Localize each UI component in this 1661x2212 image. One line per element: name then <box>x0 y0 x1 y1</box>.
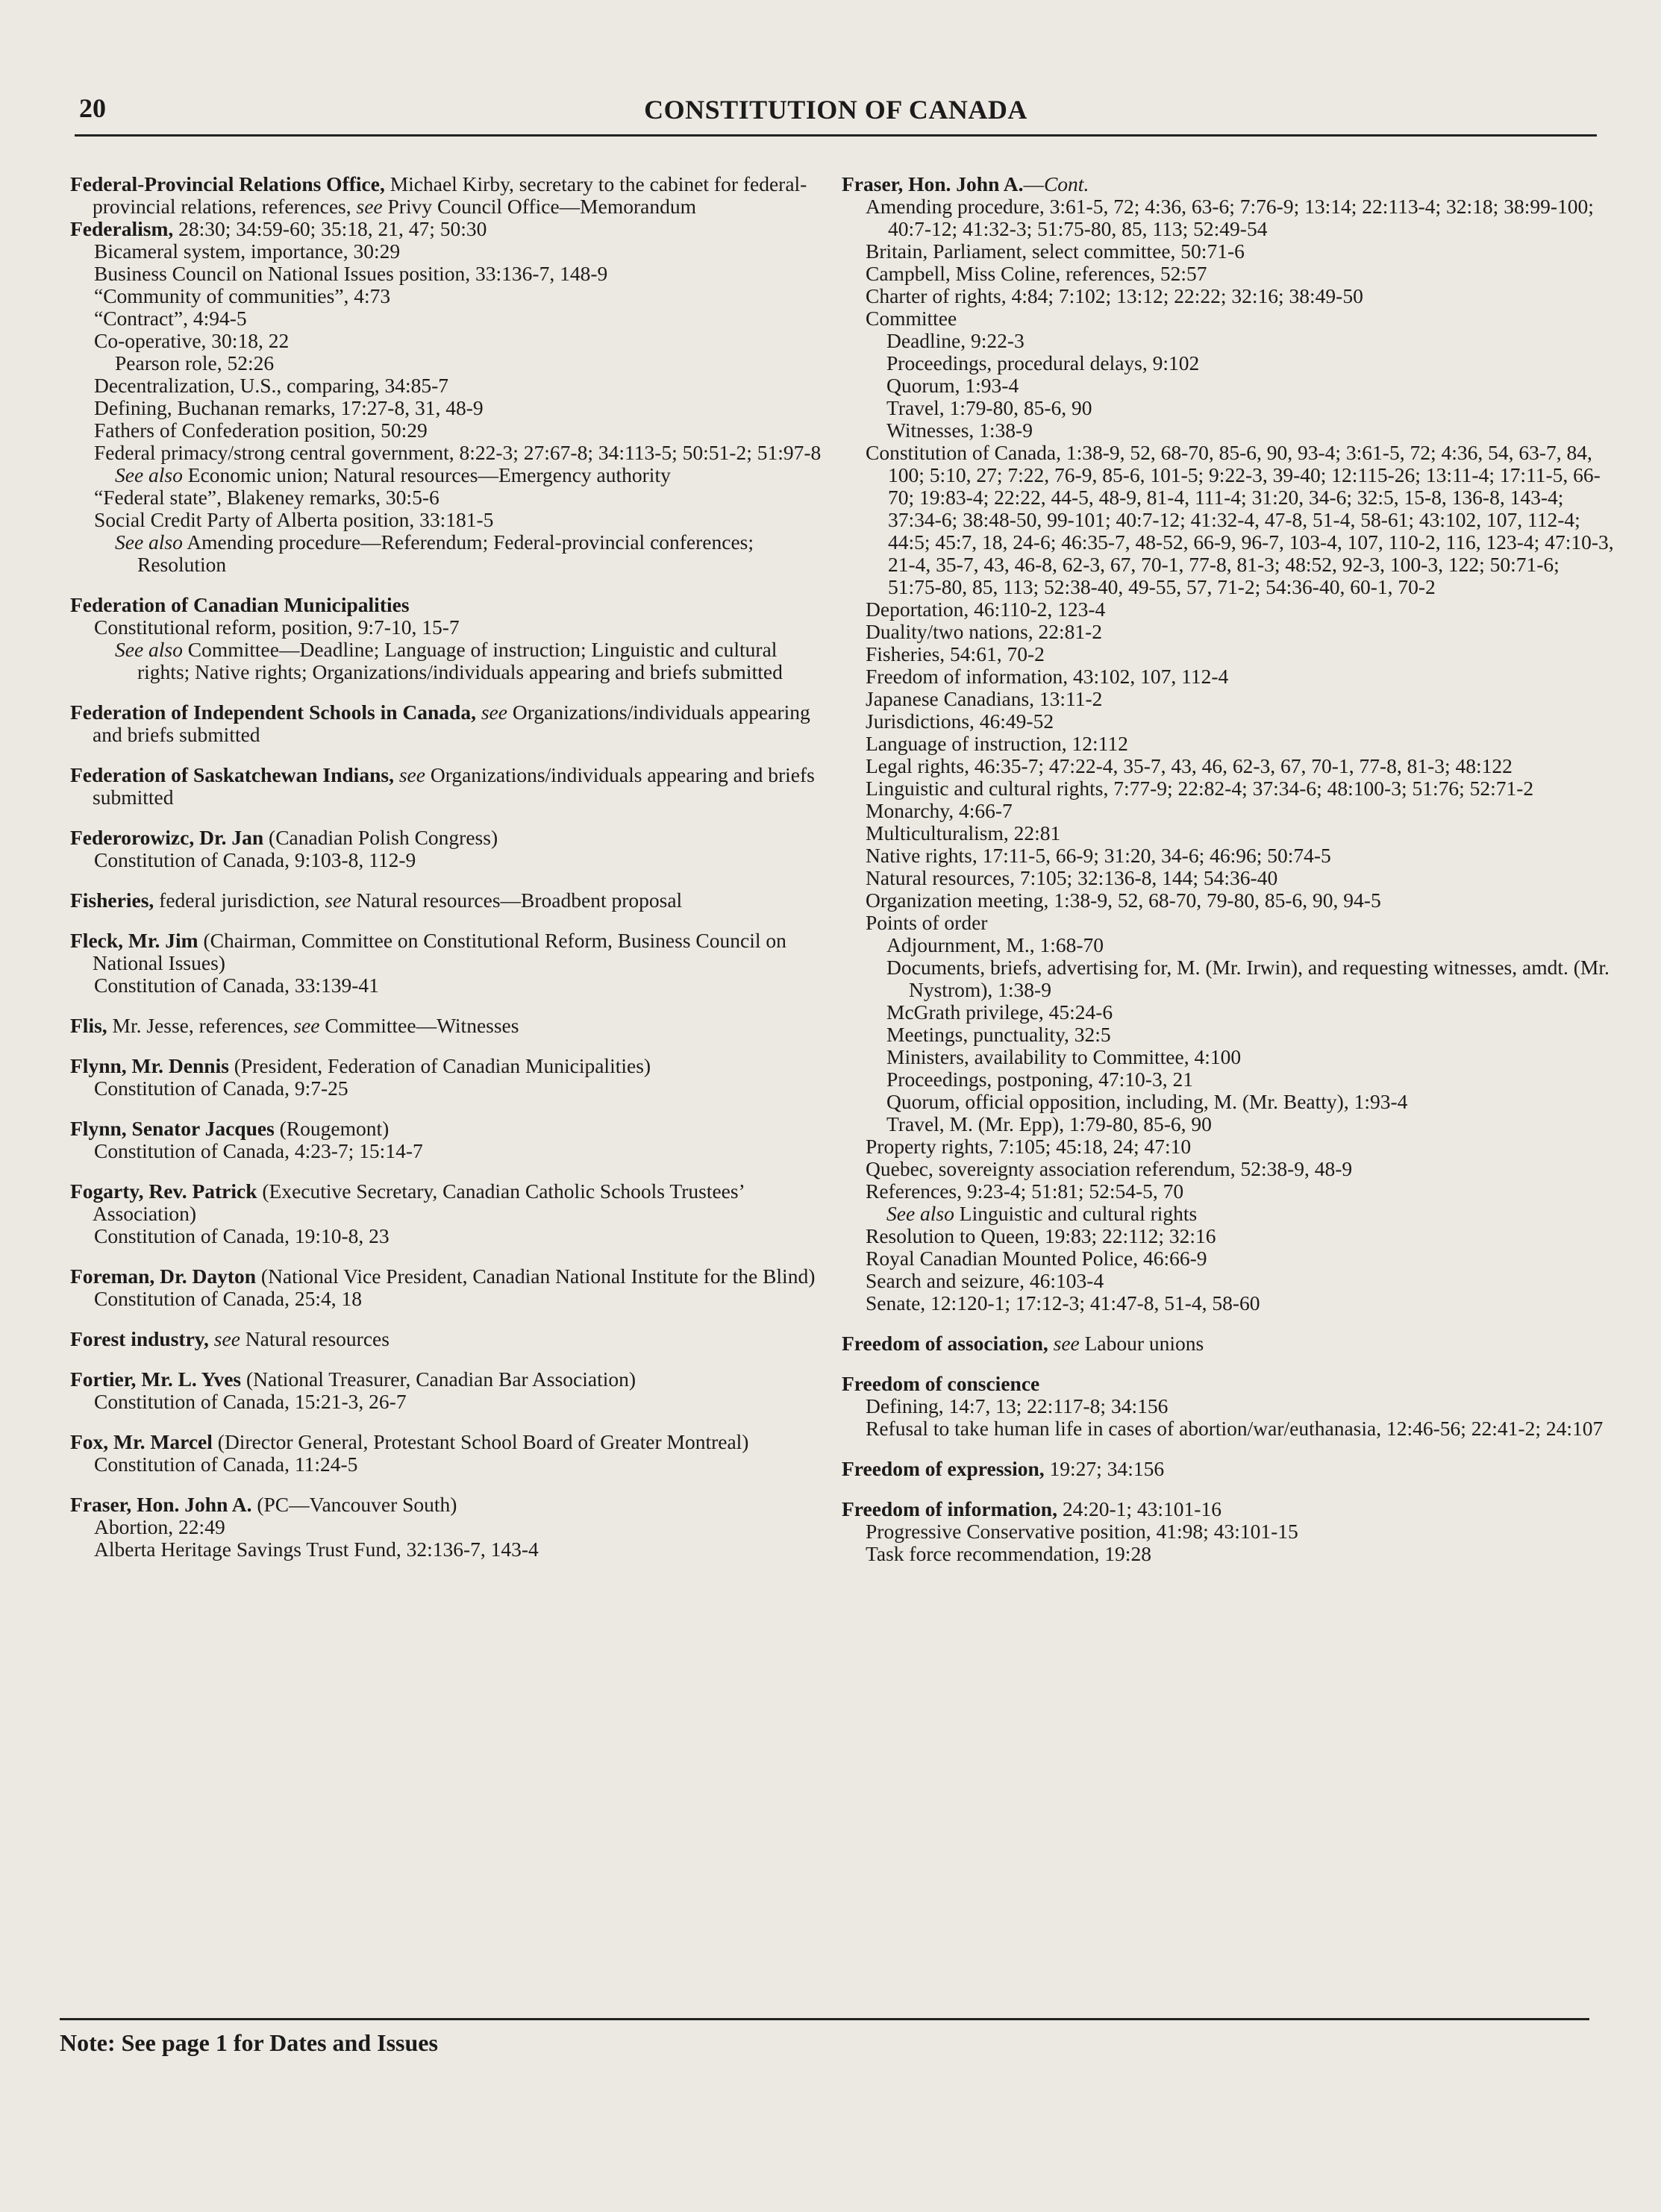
subentry-text: “Federal state”, Blakeney remarks, 30:5-6 <box>94 486 440 509</box>
index-subsubentry <box>842 1091 1615 1113</box>
subentry-text: Fisheries, 54:61, 70-2 <box>866 642 1045 665</box>
index-entry-heading <box>70 764 824 809</box>
index-subentry <box>70 307 824 330</box>
entry-text: (Canadian Polish Congress) <box>263 826 498 849</box>
index-subentry <box>70 1288 824 1310</box>
entry-text: (National Vice President, Canadian National Institute for the Blind) <box>256 1265 816 1288</box>
index-subentry <box>842 1417 1615 1440</box>
index-entry-heading <box>70 1180 824 1225</box>
index-subentry <box>70 1077 824 1100</box>
entry-text: Natural resources—Broadbent proposal <box>351 889 683 912</box>
see-reference: see <box>398 763 425 786</box>
entry-term: Fogarty, Rev. Patrick <box>70 1179 257 1203</box>
subentry-text: Senate, 12:120-1; 17:12-3; 41:47-8, 51-4, 58-60 <box>866 1291 1260 1315</box>
index-subsubentry <box>842 1046 1615 1068</box>
see-reference: see <box>356 195 383 218</box>
entry-text: Labour unions <box>1079 1332 1204 1355</box>
index-subentry <box>842 1225 1615 1247</box>
index-subentry <box>842 889 1615 912</box>
entry-term: Federation of Canadian Municipalities <box>70 593 410 616</box>
entry-term: Federorowizc, Dr. Jan <box>70 826 264 849</box>
index-subentry <box>842 442 1615 598</box>
see-also-text: Amending procedure—Referendum; Federal-provincial conferences; Resolution <box>137 530 754 576</box>
index-subentry <box>70 974 824 997</box>
subentry-text: Bicameral system, importance, 30:29 <box>94 239 401 263</box>
index-subentry <box>842 1158 1615 1180</box>
see-also-label: See also <box>115 463 183 486</box>
index-subentry <box>70 397 824 419</box>
subentry-text: Co-operative, 30:18, 22 <box>94 329 290 352</box>
index-subentry <box>70 240 824 263</box>
subentry-text: Progressive Conservative position, 41:98; 43:101-15 <box>866 1520 1298 1543</box>
index-subsubentry <box>842 419 1615 442</box>
see-reference: see <box>481 701 507 724</box>
index-subentry <box>842 285 1615 307</box>
index-subsubentry <box>70 352 824 375</box>
index-entry-heading <box>70 701 824 746</box>
entry-term: Federal-Provincial Relations Office, <box>70 172 385 195</box>
entry-text <box>476 701 481 724</box>
subentry-text: Constitution of Canada, 25:4, 18 <box>94 1287 363 1310</box>
page-header <box>75 88 1597 137</box>
subentry-text: Native rights, 17:11-5, 66-9; 31:20, 34-6; 46:96; 50:74-5 <box>866 844 1331 867</box>
entry-text <box>209 1327 214 1350</box>
index-subentry <box>70 616 824 639</box>
index-subentry <box>842 733 1615 755</box>
page-title: CONSTITUTION OF CANADA <box>644 95 1027 125</box>
index-subentry <box>842 1247 1615 1270</box>
index-subsubentry <box>842 375 1615 397</box>
entry-text: Organizations/individuals appearing and briefs submitted <box>93 701 810 746</box>
subsubentry-text: Quorum, official opposition, including, M. (Mr. Beatty), 1:93-4 <box>886 1090 1408 1113</box>
index-entry-heading <box>842 173 1615 195</box>
index-column-left <box>70 173 824 1561</box>
entry-term: Freedom of association, <box>842 1332 1048 1355</box>
index-subentry <box>842 822 1615 845</box>
subentry-text: Linguistic and cultural rights, 7:77-9; 22:82-4; 37:34-6; 48:100-3; 51:76; 52:71-2 <box>866 777 1534 800</box>
index-subentry <box>842 1543 1615 1565</box>
entry-term: Federation of Independent Schools in Canada, <box>70 701 476 724</box>
entry-text: — <box>1023 172 1044 195</box>
index-column-right <box>842 173 1615 1565</box>
subentry-text: Task force recommendation, 19:28 <box>866 1542 1151 1565</box>
subsubentry-text: Documents, briefs, advertising for, M. (Mr. Irwin), and requesting witnesses, amdt. (Mr. Nystrom), 1:38-9 <box>886 956 1610 1001</box>
entry-term: Freedom of expression, <box>842 1457 1045 1480</box>
subentry-text: Fathers of Confederation position, 50:29 <box>94 419 428 442</box>
index-subentry <box>70 1453 824 1476</box>
index-subentry <box>70 486 824 509</box>
see-also-text: Economic union; Natural resources—Emergency authority <box>182 463 671 486</box>
page-number: 20 <box>79 93 106 123</box>
index-subentry <box>70 419 824 442</box>
subsubentry-text: Pearson role, 52:26 <box>115 351 275 375</box>
subentry-text: Constitution of Canada, 4:23-7; 15:14-7 <box>94 1139 423 1162</box>
subentry-text: Federal primacy/strong central government, 8:22-3; 27:67-8; 34:113-5; 50:51-2; 51:97-8 <box>94 441 822 464</box>
subentry-text: Points of order <box>866 911 988 934</box>
index-entry-heading <box>70 1328 824 1350</box>
index-subentry <box>70 263 824 285</box>
subentry-text: Britain, Parliament, select committee, 50:71-6 <box>866 239 1245 263</box>
page-footer <box>60 2018 1589 2056</box>
subentry-text: Search and seizure, 46:103-4 <box>866 1269 1104 1292</box>
entry-text <box>394 763 399 786</box>
subsubentry-text: Proceedings, procedural delays, 9:102 <box>886 351 1200 375</box>
subentry-text: Defining, 14:7, 13; 22:117-8; 34:156 <box>866 1394 1169 1417</box>
entry-text: (Chairman, Committee on Constitutional Reform, Business Council on National Issues) <box>93 929 786 974</box>
index-entry-heading <box>70 1055 824 1077</box>
index-subentry <box>842 665 1615 688</box>
see-also-text: Linguistic and cultural rights <box>954 1202 1198 1225</box>
subsubentry-text: Proceedings, postponing, 47:10-3, 21 <box>886 1068 1193 1091</box>
subentry-text: References, 9:23-4; 51:81; 52:54-5, 70 <box>866 1179 1184 1203</box>
index-subentry <box>842 307 1615 330</box>
index-entry-heading <box>842 1373 1615 1395</box>
index-subsubentry <box>842 1068 1615 1091</box>
index-subentry <box>842 912 1615 934</box>
subentry-text: Duality/two nations, 22:81-2 <box>866 620 1102 643</box>
subsubentry-text: McGrath privilege, 45:24-6 <box>886 1000 1113 1024</box>
subentry-text: Quebec, sovereignty association referendum, 52:38-9, 48-9 <box>866 1157 1353 1180</box>
index-subentry <box>842 598 1615 621</box>
entry-term: Flis, <box>70 1014 107 1037</box>
index-entry-heading <box>70 930 824 974</box>
entry-text: (Director General, Protestant School Board of Greater Montreal) <box>212 1430 749 1453</box>
entry-text: 28:30; 34:59-60; 35:18, 21, 47; 50:30 <box>173 217 487 240</box>
see-reference: see <box>325 889 351 912</box>
entry-cont-label: Cont. <box>1043 172 1089 195</box>
subentry-text: Constitution of Canada, 1:38-9, 52, 68-70, 85-6, 90, 93-4; 3:61-5, 72; 4:36, 54, 63-7, 84, 100; 5:10, 27; 7:22, 76-9, 85-6, 101-5; 9:22-3, 39-40; 12:115-26; 13:11-4; 17:11-5, 66-70; 19:83-4; 22:22, 44-5, 48-9, 81-4, 111-4; 31:20, 34-6; 32:5, 15-8, 136-8, 143-4; 37:34-6; 38:48-50, 99-101; 40:7-12; 41:32-4, 47-8, 51-4, 58-61; 43:102, 107, 112-4; 44:5; 45:7, 18, 24-6; 46:35-7, 48-52, 66-9, 96-7, 103-4, 107, 110-2, 116, 123-4; 47:10-3, 21-4, 35-7, 43, 46-8, 62-3, 67, 70-1, 77-8, 81-3; 48:52, 92-3, 100-3, 122; 50:71-6; 51:75-80, 85, 113; 52:38-40, 49-55, 57, 71-2; 54:36-40, 60-1, 70-2 <box>866 441 1614 598</box>
index-subentry <box>842 1270 1615 1292</box>
entry-term: Fraser, Hon. John A. <box>70 1493 252 1516</box>
index-subentry <box>842 755 1615 777</box>
index-entry-heading <box>70 1494 824 1516</box>
index-subsubentry <box>842 1113 1615 1135</box>
subentry-text: Monarchy, 4:66-7 <box>866 799 1013 822</box>
subentry-text: Property rights, 7:105; 45:18, 24; 47:10 <box>866 1135 1192 1158</box>
subentry-text: “Community of communities”, 4:73 <box>94 284 391 307</box>
subentry-text: Royal Canadian Mounted Police, 46:66-9 <box>866 1247 1207 1270</box>
entry-text: Michael Kirby, secretary to the cabinet for federal-provincial relations, references, <box>93 172 807 218</box>
entry-text: federal jurisdiction, <box>154 889 325 912</box>
subentry-text: Legal rights, 46:35-7; 47:22-4, 35-7, 43, 46, 62-3, 67, 70-1, 77-8, 81-3; 48:122 <box>866 754 1513 777</box>
see-also-label: See also <box>115 638 183 661</box>
subentry-text: Constitution of Canada, 11:24-5 <box>94 1453 358 1476</box>
subentry-text: Natural resources, 7:105; 32:136-8, 144; 54:36-40 <box>866 866 1278 889</box>
index-subentry <box>70 375 824 397</box>
subentry-text: Constitution of Canada, 9:7-25 <box>94 1077 348 1100</box>
index-subentry <box>842 643 1615 665</box>
entry-text: 19:27; 34:156 <box>1044 1457 1165 1480</box>
subentry-text: Multiculturalism, 22:81 <box>866 821 1061 845</box>
index-subsubentry <box>842 1024 1615 1046</box>
entry-term: Foreman, Dr. Dayton <box>70 1265 257 1288</box>
index-subentry <box>842 240 1615 263</box>
subentry-text: Jurisdictions, 46:49-52 <box>866 709 1054 733</box>
entry-term: Federation of Saskatchewan Indians, <box>70 763 394 786</box>
subentry-text: Organization meeting, 1:38-9, 52, 68-70, 79-80, 85-6, 90, 94-5 <box>866 889 1381 912</box>
index-entry-heading <box>70 1015 824 1037</box>
index-subentry <box>842 621 1615 643</box>
index-subentry <box>70 330 824 352</box>
entry-term: Freedom of information, <box>842 1497 1057 1520</box>
index-subentry <box>842 867 1615 889</box>
index-see-also <box>70 639 824 683</box>
subentry-text: Charter of rights, 4:84; 7:102; 13:12; 22:22; 32:16; 38:49-50 <box>866 284 1363 307</box>
index-entry-heading <box>70 1118 824 1140</box>
index-subentry <box>70 1516 824 1538</box>
see-reference: see <box>293 1014 320 1037</box>
subentry-text: Freedom of information, 43:102, 107, 112-4 <box>866 665 1229 688</box>
index-subentry <box>842 1520 1615 1543</box>
subentry-text: Japanese Canadians, 13:11-2 <box>866 687 1103 710</box>
index-subsubentry <box>842 956 1615 1001</box>
index-subentry <box>842 1180 1615 1203</box>
subentry-text: Abortion, 22:49 <box>94 1515 225 1538</box>
subentry-text: Constitution of Canada, 33:139-41 <box>94 974 379 997</box>
subentry-text: Alberta Heritage Savings Trust Fund, 32:136-7, 143-4 <box>94 1538 539 1561</box>
index-subentry <box>842 195 1615 240</box>
entry-text: (PC—Vancouver South) <box>251 1493 457 1516</box>
entry-text: 24:20-1; 43:101-16 <box>1057 1497 1221 1520</box>
index-entry-heading <box>70 827 824 849</box>
index-subsubentry <box>842 330 1615 352</box>
index-subentry <box>842 688 1615 710</box>
index-entry-heading <box>842 1458 1615 1480</box>
see-also-label: See also <box>886 1202 954 1225</box>
index-entry-heading <box>842 1498 1615 1520</box>
entry-term: Federalism, <box>70 217 174 240</box>
entry-text <box>1048 1332 1054 1355</box>
entry-term: Flynn, Mr. Dennis <box>70 1054 229 1077</box>
subentry-text: Constitution of Canada, 15:21-3, 26-7 <box>94 1390 407 1413</box>
subentry-text: Language of instruction, 12:112 <box>866 732 1128 755</box>
index-subentry <box>70 1538 824 1561</box>
index-subentry <box>70 285 824 307</box>
see-also-text: Committee—Deadline; Language of instruction; Linguistic and cultural rights; Native rights; Organizations/individuals appearing and briefs submitted <box>137 638 783 683</box>
subentry-text: Resolution to Queen, 19:83; 22:112; 32:16 <box>866 1224 1216 1247</box>
subsubentry-text: Deadline, 9:22-3 <box>886 329 1025 352</box>
subentry-text: Constitution of Canada, 9:103-8, 112-9 <box>94 848 416 871</box>
see-also-label: See also <box>115 530 183 554</box>
index-subentry <box>70 509 824 531</box>
index-subsubentry <box>842 934 1615 956</box>
entry-text: (National Treasurer, Canadian Bar Association) <box>241 1367 636 1391</box>
entry-text: Mr. Jesse, references, <box>107 1014 294 1037</box>
see-reference: see <box>213 1327 240 1350</box>
subentry-text: Constitutional reform, position, 9:7-10, 15-7 <box>94 615 460 639</box>
entry-text: Committee—Witnesses <box>319 1014 519 1037</box>
entry-term: Fraser, Hon. John A. <box>842 172 1024 195</box>
index-subentry <box>70 1225 824 1247</box>
entry-term: Fisheries, <box>70 889 154 912</box>
entry-text: Natural resources <box>240 1327 390 1350</box>
subsubentry-text: Witnesses, 1:38-9 <box>886 419 1033 442</box>
index-subentry <box>842 845 1615 867</box>
subentry-text: Social Credit Party of Alberta position, 33:181-5 <box>94 508 494 531</box>
index-entry-heading <box>70 218 824 240</box>
entry-text: Organizations/individuals appearing and briefs submitted <box>93 763 815 809</box>
index-see-also <box>842 1203 1615 1225</box>
subentry-text: Committee <box>866 307 957 330</box>
index-entry-heading <box>70 594 824 616</box>
index-subentry <box>842 263 1615 285</box>
index-subentry <box>70 442 824 464</box>
index-subentry <box>842 777 1615 800</box>
subentry-text: Campbell, Miss Coline, references, 52:57 <box>866 262 1207 285</box>
index-subentry <box>70 849 824 871</box>
entry-text: (President, Federation of Canadian Municipalities) <box>228 1054 651 1077</box>
footer-note: Note: See page 1 for Dates and Issues <box>60 2029 438 2056</box>
entry-term: Fox, Mr. Marcel <box>70 1430 213 1453</box>
subsubentry-text: Meetings, punctuality, 32:5 <box>886 1023 1111 1046</box>
index-entry-heading <box>70 1265 824 1288</box>
entry-term: Flynn, Senator Jacques <box>70 1117 275 1140</box>
index-entry-heading <box>70 173 824 218</box>
subentry-text: “Contract”, 4:94-5 <box>94 307 247 330</box>
entry-term: Fleck, Mr. Jim <box>70 929 198 952</box>
subsubentry-text: Travel, 1:79-80, 85-6, 90 <box>886 396 1092 419</box>
index-subentry <box>70 1391 824 1413</box>
subsubentry-text: Ministers, availability to Committee, 4:100 <box>886 1045 1242 1068</box>
index-entry-heading <box>842 1332 1615 1355</box>
subentry-text: Business Council on National Issues position, 33:136-7, 148-9 <box>94 262 608 285</box>
subentry-text: Refusal to take human life in cases of abortion/war/euthanasia, 12:46-56; 22:41-2; 24:107 <box>866 1417 1604 1440</box>
subsubentry-text: Travel, M. (Mr. Epp), 1:79-80, 85-6, 90 <box>886 1112 1212 1135</box>
index-entry-heading <box>70 1431 824 1453</box>
index-entry-heading <box>70 889 824 912</box>
index-subentry <box>842 800 1615 822</box>
entry-text: Privy Council Office—Memorandum <box>382 195 696 218</box>
entry-term: Forest industry, <box>70 1327 209 1350</box>
subentry-text: Constitution of Canada, 19:10-8, 23 <box>94 1224 390 1247</box>
index-subentry <box>842 1395 1615 1417</box>
index-subentry <box>842 1292 1615 1315</box>
index-entry-heading <box>70 1368 824 1391</box>
index-subsubentry <box>842 352 1615 375</box>
subentry-text: Amending procedure, 3:61-5, 72; 4:36, 63-6; 7:76-9; 13:14; 22:113-4; 32:18; 38:99-100; 40:7-12; 41:32-3; 51:75-80, 85, 113; 52:49-54 <box>866 195 1594 240</box>
see-reference: see <box>1053 1332 1080 1355</box>
entry-text: (Executive Secretary, Canadian Catholic Schools Trustees’ Association) <box>93 1179 744 1225</box>
index-see-also <box>70 464 824 486</box>
index-subentry <box>842 1135 1615 1158</box>
index-subentry <box>842 710 1615 733</box>
subsubentry-text: Quorum, 1:93-4 <box>886 374 1019 397</box>
index-see-also <box>70 531 824 576</box>
subentry-text: Defining, Buchanan remarks, 17:27-8, 31, 48-9 <box>94 396 484 419</box>
entry-text: (Rougemont) <box>274 1117 390 1140</box>
index-subentry <box>70 1140 824 1162</box>
entry-term: Fortier, Mr. L. Yves <box>70 1367 242 1391</box>
entry-term: Freedom of conscience <box>842 1372 1040 1395</box>
index-subsubentry <box>842 1001 1615 1024</box>
subsubentry-text: Adjournment, M., 1:68-70 <box>886 933 1104 956</box>
subentry-text: Decentralization, U.S., comparing, 34:85-7 <box>94 374 449 397</box>
subentry-text: Deportation, 46:110-2, 123-4 <box>866 598 1106 621</box>
index-subsubentry <box>842 397 1615 419</box>
